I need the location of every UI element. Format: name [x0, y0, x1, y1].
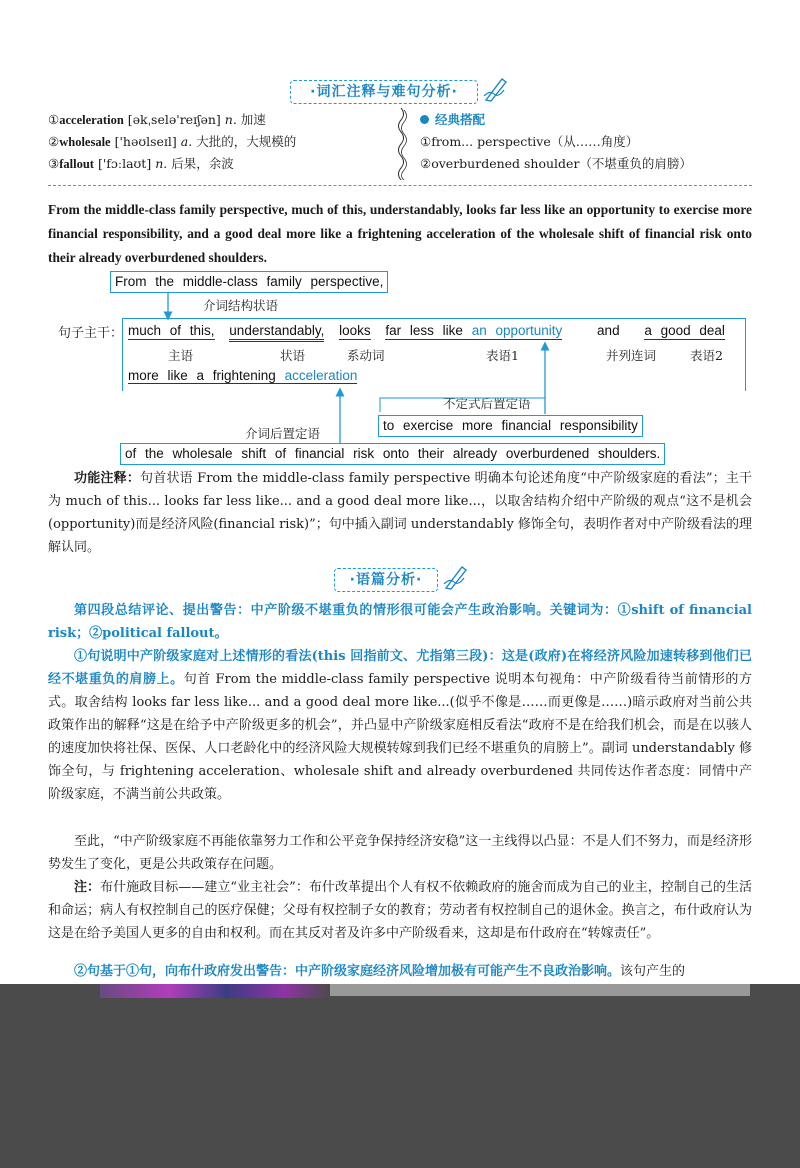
- gloss-subject: 主语: [168, 348, 194, 363]
- pen-icon: [442, 564, 468, 590]
- seg-acceleration: acceleration: [284, 368, 358, 383]
- redaction-noise: [100, 984, 330, 998]
- collocation-title: 经典搭配: [435, 112, 486, 127]
- para1-blue-text: ①句说明中产阶级家庭对上述情形的看法(this 回指前文、尤指第三段)：这是(政府)在将经济风险加速转移到他们已经不堪重负的肩膀上。: [48, 649, 752, 687]
- seg-far-less: far less like: [385, 323, 463, 338]
- collocation-item: ①from... perspective（从……角度）: [420, 134, 639, 149]
- para3-text: 该句产生的: [620, 964, 686, 979]
- discourse-summary-text: 第四段总结评论、提出警告：中产阶级不堪重负的情形很可能会产生政治影响。关键词为：①shift of financial risk；②political fallout。: [48, 603, 752, 641]
- diagram-main-clause-label: 句子主干：: [58, 326, 124, 341]
- discourse-summary: [48, 599, 752, 645]
- gloss-linking: 系动词: [347, 348, 385, 363]
- vocab-meaning: 大批的，大规模的: [196, 134, 297, 149]
- note-text: 布什施政目标——建立“业主社会”：布什改革提出个人有权不依赖政府的施舍而成为自己的业主，控制自己的生活和命运；病人有权控制自己的医疗保健；父母有权控制子女的教育；劳动者有权控制自己的退休金。换言之，布什政府认为这是在给予美国人更多的自由和权利。而在其反对者及许多中产阶级看来，这却是布什政府在“转嫁责任”。: [48, 880, 752, 941]
- redaction-noise-light: [330, 984, 750, 996]
- seg-adverbial: understandably,: [229, 323, 324, 342]
- discourse-para3: [48, 960, 752, 983]
- arrow-infinitive: [380, 346, 545, 414]
- vocab-num: ①: [48, 112, 60, 127]
- gloss-predicative1: 表语1: [486, 348, 519, 363]
- diagram-box-infinitive: to exercise more financial responsibility: [378, 415, 643, 437]
- diagram-box-prep-attr: of the wholesale shift of financial risk onto their already overburdened shoulders.: [120, 443, 665, 465]
- gloss-predicative2: 表语2: [690, 348, 723, 363]
- gloss-adverbial: 状语: [280, 348, 306, 363]
- vocab-pos: a.: [180, 134, 193, 149]
- vocab-meaning: 加速: [240, 112, 266, 127]
- vocab-phonetic: ['fɔːlaʊt]: [97, 156, 152, 171]
- vocab-meaning: 后果，余波: [171, 156, 234, 171]
- seg-linking: looks: [339, 323, 371, 338]
- gloss-conj: 并列连词: [606, 348, 657, 363]
- redaction-band: [0, 984, 800, 1168]
- seg-opportunity: an opportunity: [471, 323, 563, 338]
- vocab-pos: n.: [224, 112, 237, 127]
- note-label: 注：: [74, 880, 101, 895]
- vocab-section-title: ·词汇注释与难句分析·: [290, 80, 478, 104]
- diagram-label-prep-attr: 介词后置定语: [245, 426, 321, 441]
- para2-text: 至此，“中产阶级家庭不再能依靠努力工作和公平竞争保持经济安稳”这一主线得以凸显：不是人们不努力，而是经济形势发生了变化，更是公共政策存在问题。: [48, 834, 752, 872]
- collocation-item: ②overburdened shoulder（不堪重负的肩膀）: [420, 156, 692, 171]
- seg-subject: much of this,: [128, 323, 215, 338]
- para1-text: 句首 From the middle-class family perspective 说明本句视角：中产阶级看待当前情形的方式。取舍结构 looks far less like... and a good deal more like...(似乎不像是……而更像是……)暗示政府对当前公共政策作出的解释“这是在给予中产阶级更多的机会”，并凸显中产阶级家庭相反看法“政府不是在给我们机会，而是在以骇人的速度加快将社保、医保、人口老龄化中的经济风险大规模转嫁到我们已经不堪重负的肩膀上”。副词 understandably 修饰全句，与 frightening acceleration、wholesale shift and already overburdened 共同传达作者态度：同情中产阶级家庭，不满当前公共政策。: [48, 672, 752, 802]
- diagram-label-adverbial: 介词结构状语: [203, 298, 279, 313]
- seg-and: and: [597, 323, 620, 338]
- vocab-word: wholesale: [59, 135, 111, 149]
- vocab-phonetic: [əkˌselə'reɪʃən]: [127, 112, 221, 127]
- diagram-arrows: [0, 0, 800, 470]
- vocab-word: acceleration: [59, 113, 124, 127]
- connector-infinitive: [380, 398, 545, 412]
- vocab-word: fallout: [59, 157, 94, 171]
- function-note-text: 句首状语 From the middle-class family perspective 明确本句论述角度“中产阶级家庭的看法”；主干为 much of this... looks far less like... and a good deal more like...，以取舍结构介绍中产阶级的观点“这不是机会(opportunity)而是经济风险(financial risk)”；句中插入副词 understandably 修饰全句，表明作者对中产阶级看法的理解认同。: [48, 471, 752, 555]
- function-note-label: 功能注释：: [74, 471, 141, 486]
- key-sentence: From the middle-class family perspective, much of this, understandably, looks far less like an opportunity to exercise more financial responsibility, and a good deal more like a frightening acceleration of the wholesale shift of financial risk onto their already overburdened shoulders.: [48, 202, 752, 265]
- diagram-label-infinitive: 不定式后置定语: [443, 396, 531, 411]
- function-note: [48, 467, 752, 559]
- discourse-note: [48, 876, 752, 945]
- vocab-num: ②: [48, 134, 60, 149]
- diagram-box-adverbial: From the middle-class family perspective,: [110, 271, 388, 293]
- seg-more-like: more like a frightening: [128, 368, 276, 383]
- seg-good-deal: a good deal: [644, 323, 725, 338]
- discourse-section-title: ·语篇分析·: [334, 568, 438, 592]
- discourse-para1: [48, 645, 752, 806]
- discourse-para2: [48, 830, 752, 876]
- vocab-phonetic: ['həʊlseɪl]: [114, 134, 177, 149]
- para3-blue-text: ②句基于①句，向布什政府发出警告：中产阶级家庭经济风险增加极有可能产生不良政治影响。: [74, 964, 621, 979]
- vocab-num: ③: [48, 156, 60, 171]
- vocab-pos: n.: [155, 156, 168, 171]
